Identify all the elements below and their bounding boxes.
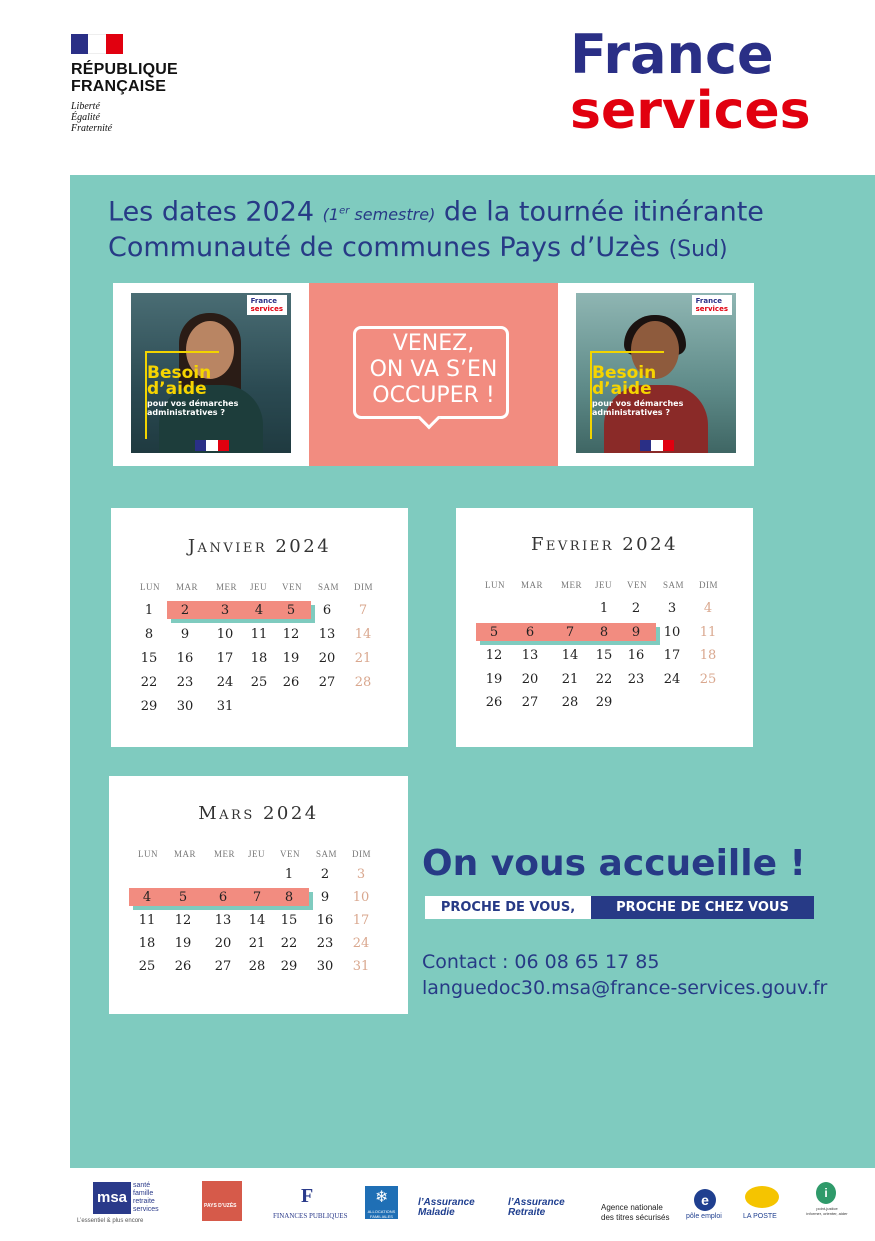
calendar-day: 29 [140, 699, 158, 714]
weekday-label: VEN [280, 849, 300, 859]
republique-line2: FRANÇAISE [71, 78, 167, 95]
calendar-day: 16 [176, 651, 194, 666]
calendar-fevrier [456, 508, 753, 747]
poster-left-brand: France services [247, 295, 287, 315]
calendar-title: Mars 2024 [198, 803, 319, 824]
calendar-day: 26 [174, 959, 192, 974]
calendar-day: 25 [138, 959, 156, 974]
weekday-label: SAM [318, 582, 340, 592]
calendar-day: 2 [320, 867, 330, 882]
promo-text: VENEZ, ON VA S’EN OCCUPER ! [369, 331, 498, 408]
calendar-day: 27 [521, 695, 539, 710]
promo-speech-block [309, 283, 558, 466]
calendar-day: 21 [354, 651, 372, 666]
weekday-label: DIM [699, 580, 718, 590]
calendar-day: 11 [138, 913, 156, 928]
weekday-label: JEU [595, 580, 612, 590]
calendar-day: 9 [631, 624, 641, 640]
calendar-day: 8 [144, 627, 154, 642]
flag-icon [640, 440, 674, 451]
calendar-janvier [111, 508, 408, 747]
calendar-day: 30 [316, 959, 334, 974]
calendar-day: 11 [250, 627, 268, 642]
weekday-label: MER [214, 849, 236, 859]
calendar-day: 20 [318, 651, 336, 666]
calendar-day: 2 [180, 603, 190, 618]
poster-left-subtitle: pour vos démarches administratives ? [147, 399, 239, 417]
weekday-label: JEU [248, 849, 265, 859]
assurance-retraite-logo: l’Assurance Retraite [508, 1197, 565, 1218]
calendar-day: 6 [525, 624, 535, 640]
title-semester: (1er semestre) [322, 205, 436, 225]
calendar-day: 17 [663, 648, 681, 663]
weekday-label: MAR [521, 580, 544, 590]
calendar-day: 28 [354, 675, 372, 690]
weekday-label: SAM [316, 849, 338, 859]
partner-logos: msa santé famille retraite services L’essentiel & plus encore PAYS D’UZÈS F FINANCES PUBLIQUES ❄ ALLOCATIONS FAMILIALES l’Assurance Maladie l’Assurance Retraite Agence nationale des titres sécurisés e pôle emploi LA POSTE i point-justice informer, orienter, aider [77, 1182, 848, 1224]
calendar-day: 24 [216, 675, 234, 690]
poster-right [576, 293, 736, 453]
page-title [108, 195, 764, 266]
calendar-day: 28 [248, 959, 266, 974]
calendar-day: 12 [174, 913, 192, 928]
contact-phone: Contact : 06 08 65 17 85 [422, 951, 660, 973]
calendar-day: 1 [144, 603, 154, 618]
motto-egalite: Égalité [71, 112, 100, 123]
republique-francaise-logo [71, 34, 211, 134]
calendar-day: 31 [352, 959, 370, 974]
republique-motto [71, 101, 211, 134]
weekday-label: SAM [663, 580, 685, 590]
welcome-headline: On vous accueille ! [422, 843, 806, 884]
poster-left-help: Besoin d’aide [147, 363, 212, 399]
weekday-label: LUN [485, 580, 505, 590]
calendar-day: 13 [318, 627, 336, 642]
calendar-day: 22 [140, 675, 158, 690]
calendar-day: 11 [699, 624, 717, 640]
calendar-day: 20 [214, 936, 232, 951]
calendar-day: 15 [280, 913, 298, 928]
calendar-day: 7 [358, 603, 368, 618]
calendar-title: Fevrier 2024 [530, 534, 679, 555]
weekday-label: MER [561, 580, 583, 590]
tag-proche-de-vous: PROCHE DE VOUS, [425, 896, 591, 919]
title-sud: (Sud) [668, 237, 728, 263]
contact-info [422, 949, 827, 1001]
calendar-day: 19 [485, 671, 503, 687]
weekday-label: VEN [282, 582, 302, 592]
motto-liberte: Liberté [71, 101, 100, 112]
calendar-day: 1 [599, 601, 609, 616]
calendar-day: 5 [178, 890, 188, 905]
weekday-label: DIM [354, 582, 373, 592]
brand-line2: services [570, 81, 811, 141]
calendar-day: 25 [699, 671, 717, 687]
calendar-mars [109, 776, 408, 1014]
weekday-label: VEN [627, 580, 647, 590]
calendar-day: 6 [218, 890, 228, 905]
calendar-day: 13 [521, 648, 539, 663]
calendar-day: 22 [280, 936, 298, 951]
calendar-day: 7 [252, 890, 262, 905]
calendar-title: Janvier 2024 [187, 536, 332, 557]
france-services-logo [570, 23, 811, 141]
calendar-day: 5 [489, 624, 499, 640]
poster-right-help: Besoin d’aide [592, 363, 657, 399]
calendar-day: 16 [316, 913, 334, 928]
calendar-day: 24 [663, 671, 681, 687]
weekday-label: MAR [174, 849, 197, 859]
calendar-day: 8 [599, 624, 609, 640]
calendar-day: 3 [356, 867, 366, 882]
calendar-day: 26 [485, 695, 503, 710]
calendar-day: 14 [248, 913, 266, 928]
calendar-day: 18 [250, 651, 268, 666]
calendar-day: 5 [286, 603, 296, 618]
calendar-day: 3 [220, 603, 230, 618]
calendar-day: 3 [667, 601, 677, 616]
calendar-day: 22 [595, 671, 613, 687]
calendar-day: 19 [282, 651, 300, 666]
calendar-day: 10 [352, 890, 370, 905]
calendar-day: 23 [627, 671, 645, 687]
calendar-day: 29 [280, 959, 298, 974]
calendar-day: 7 [565, 624, 575, 640]
calendar-day: 20 [521, 671, 539, 687]
calendar-day: 24 [352, 936, 370, 951]
weekday-label: LUN [140, 582, 160, 592]
flag-icon [195, 440, 229, 451]
calendar-day: 29 [595, 695, 613, 710]
calendar-day: 12 [485, 648, 503, 663]
calendar-day: 23 [316, 936, 334, 951]
weekday-label: MER [216, 582, 238, 592]
calendar-day: 1 [284, 867, 294, 882]
title-part3: de la tournée itinérante [435, 196, 764, 228]
calendar-day: 17 [216, 651, 234, 666]
calendar-day: 28 [561, 695, 579, 710]
title-part1: Les dates 2024 [108, 196, 323, 228]
calendar-day: 8 [284, 890, 294, 905]
calendar-day: 10 [663, 624, 681, 640]
calendar-day: 9 [320, 890, 330, 905]
motto-fraternite: Fraternité [71, 123, 113, 134]
ants-logo: Agence nationale des titres sécurisés [601, 1203, 670, 1222]
calendar-day: 15 [140, 651, 158, 666]
calendar-day: 10 [216, 627, 234, 642]
calendar-day: 19 [174, 936, 192, 951]
calendar-day: 12 [282, 627, 300, 642]
calendar-day: 6 [322, 603, 332, 618]
calendar-day: 27 [318, 675, 336, 690]
assurance-maladie-logo: l’Assurance Maladie [418, 1197, 475, 1218]
poster-right-subtitle: pour vos démarches administratives ? [592, 399, 684, 417]
tag-proche-de-chez-vous: PROCHE DE CHEZ VOUS [591, 896, 814, 919]
calendar-day: 17 [352, 913, 370, 928]
calendar-day: 30 [176, 699, 194, 714]
republique-name [71, 61, 211, 95]
caf-logo: ❄ ALLOCATIONS FAMILIALES [365, 1186, 398, 1219]
calendar-day: 21 [561, 671, 579, 687]
poster-left [131, 293, 291, 453]
contact-email: languedoc30.msa@france-services.gouv.fr [422, 977, 828, 999]
calendar-day: 25 [250, 675, 268, 690]
calendar-day: 9 [180, 627, 190, 642]
brand-line1: France [570, 23, 774, 86]
marianne-flag-icon [71, 34, 123, 54]
calendar-day: 27 [214, 959, 232, 974]
calendar-day: 14 [354, 627, 372, 642]
promo-banner [113, 283, 754, 466]
calendar-day: 14 [561, 648, 579, 663]
title-line2: Communauté de communes Pays d’Uzès [108, 232, 669, 264]
calendar-day: 18 [138, 936, 156, 951]
weekday-label: DIM [352, 849, 371, 859]
weekday-label: LUN [138, 849, 158, 859]
weekday-label: JEU [250, 582, 267, 592]
calendar-day: 21 [248, 936, 266, 951]
calendar-day: 4 [254, 603, 264, 618]
pays-uzes-logo: PAYS D’UZÈS [202, 1181, 242, 1221]
calendar-day: 31 [216, 699, 234, 714]
calendar-day: 13 [214, 913, 232, 928]
poster-right-brand: France services [692, 295, 732, 315]
republique-line1: RÉPUBLIQUE [71, 61, 178, 78]
calendar-day: 16 [627, 648, 645, 663]
calendar-day: 23 [176, 675, 194, 690]
calendar-day: 18 [699, 648, 717, 663]
calendar-day: 15 [595, 648, 613, 663]
calendar-day: 2 [631, 601, 641, 616]
calendar-day: 26 [282, 675, 300, 690]
calendar-day: 4 [703, 601, 713, 616]
calendar-day: 4 [142, 890, 152, 905]
weekday-label: MAR [176, 582, 199, 592]
